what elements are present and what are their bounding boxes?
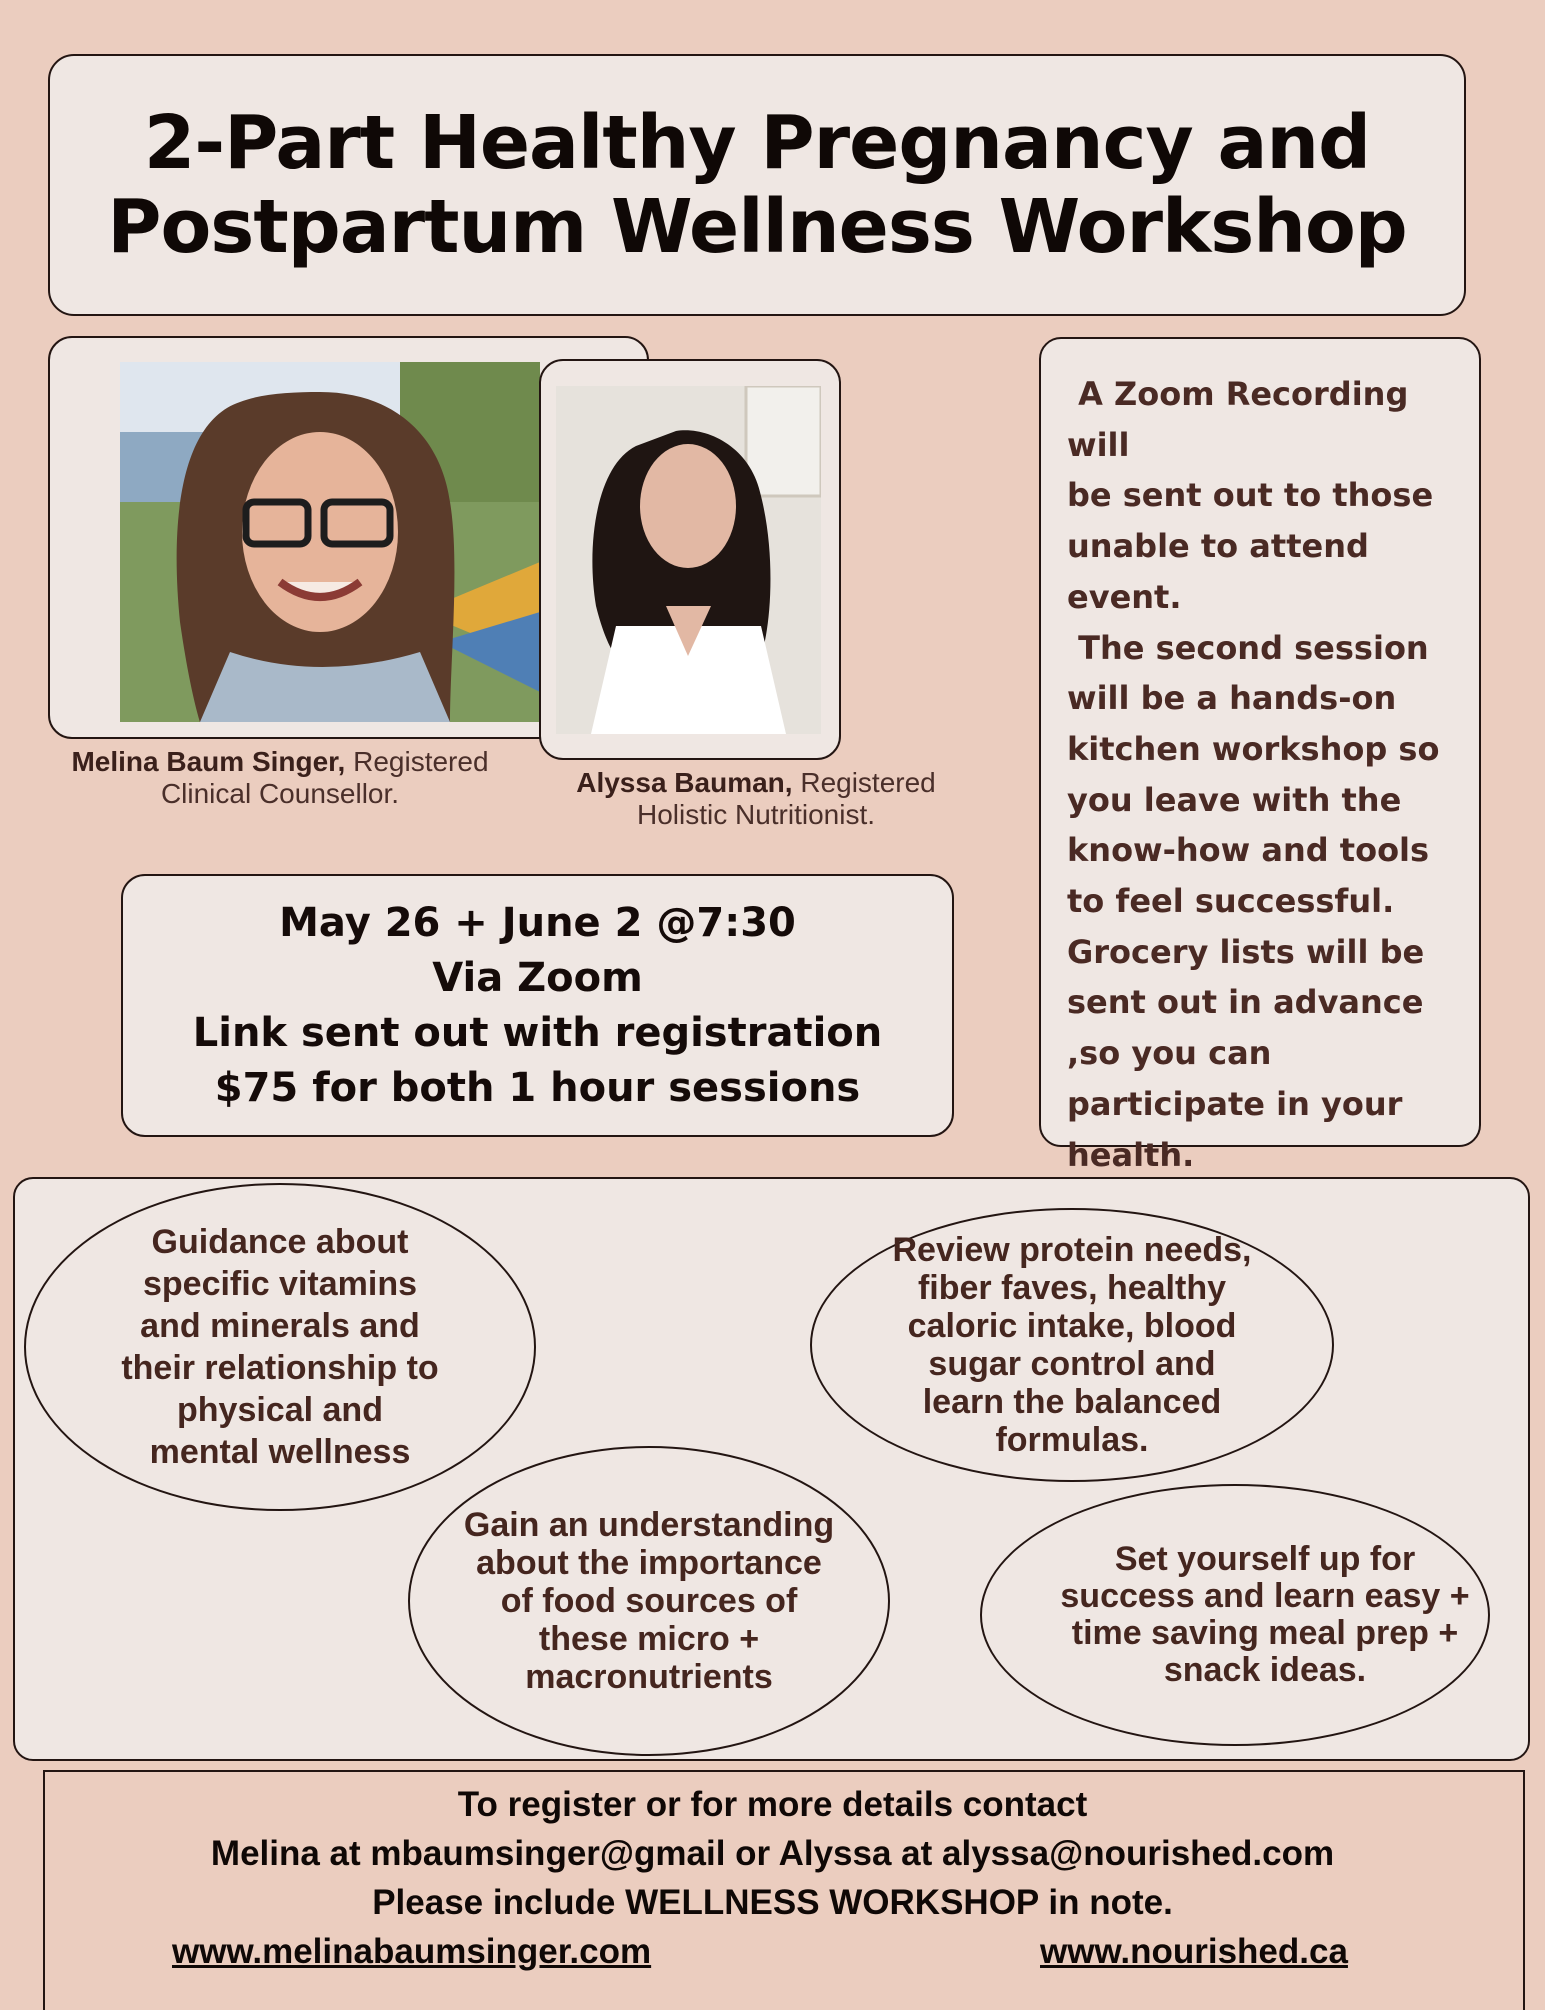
event-platform: Via Zoom xyxy=(432,954,643,1001)
event-price: $75 for both 1 hour sessions xyxy=(214,1064,861,1111)
topic-line: sugar control and xyxy=(928,1345,1216,1383)
contact-heading: To register or for more details contact xyxy=(457,1785,1088,1824)
topic-line: mental wellness xyxy=(149,1433,411,1471)
topic-line: and minerals and xyxy=(140,1307,420,1345)
presenter-2-role-2: Holistic Nutritionist. xyxy=(636,799,876,830)
topic-line: macronutrients xyxy=(525,1658,773,1696)
contact-note: Please include WELLNESS WORKSHOP in note. xyxy=(372,1883,1173,1922)
event-dates: May 26 + June 2 @7:30 xyxy=(279,899,796,946)
topic-line: Set yourself up for xyxy=(1114,1540,1416,1578)
topic-line: of food sources of xyxy=(500,1582,798,1620)
melina-website-link[interactable]: www.melinabaumsinger.com xyxy=(172,1932,652,1971)
topic-line: success and learn easy + xyxy=(1060,1577,1470,1615)
presenter-1-role-1: Registered xyxy=(353,746,489,777)
side-note-text: A Zoom Recording will be sent out to those unable to attend event. The second session will be a hands-on kitchen workshop so you leave with the know-how and tools to feel successful. Grocery lists will be sent out in advance ,so you can participate in your health. xyxy=(1067,375,1440,1174)
presenter-2-photo xyxy=(556,386,821,734)
event-link-note: Link sent out with registration xyxy=(192,1009,883,1056)
topic-line: their relationship to xyxy=(121,1349,439,1387)
title-box xyxy=(48,54,1466,316)
topic-line: Gain an understanding xyxy=(463,1506,835,1544)
topic-line: time saving meal prep + xyxy=(1071,1614,1459,1652)
presenter-2-name: Alyssa Bauman, xyxy=(576,767,793,798)
title-line-2: Postpartum Wellness Workshop xyxy=(107,184,1407,270)
topic-line: fiber faves, healthy xyxy=(917,1269,1226,1307)
presenter-1-photo xyxy=(120,362,540,722)
title-line-1: 2-Part Healthy Pregnancy and xyxy=(143,100,1371,186)
page-title xyxy=(107,101,1407,269)
event-details-box xyxy=(121,874,954,1137)
topic-line: specific vitamins xyxy=(142,1265,417,1303)
topic-line: Review protein needs, xyxy=(892,1231,1252,1269)
topic-line: Guidance about xyxy=(151,1223,409,1261)
topic-line: formulas. xyxy=(995,1421,1149,1459)
side-note-box xyxy=(1039,337,1481,1174)
topic-line: physical and xyxy=(177,1391,383,1429)
topic-meal-prep-oval xyxy=(980,1484,1490,1746)
topic-line: these micro + xyxy=(538,1620,760,1658)
presenter-1-caption xyxy=(20,746,540,810)
topic-line: snack ideas. xyxy=(1163,1651,1367,1689)
topic-food-sources-oval xyxy=(408,1446,890,1756)
contact-emails: Melina at mbaumsinger@gmail or Alyssa at alyssa@nourished.com xyxy=(210,1834,1335,1873)
presenter-2-caption xyxy=(536,767,976,831)
topic-protein-oval xyxy=(810,1208,1334,1482)
presenter-1-name: Melina Baum Singer, xyxy=(71,746,346,777)
presenter-1-role-2: Clinical Counsellor. xyxy=(160,778,400,809)
presenter-2-role-1: Registered xyxy=(800,767,936,798)
topic-line: caloric intake, blood xyxy=(907,1307,1237,1345)
topic-line: about the importance xyxy=(476,1544,822,1582)
topic-vitamins-oval xyxy=(24,1183,536,1511)
nourished-website-link[interactable]: www.nourished.ca xyxy=(1040,1932,1348,1971)
topic-line: learn the balanced xyxy=(922,1383,1222,1421)
